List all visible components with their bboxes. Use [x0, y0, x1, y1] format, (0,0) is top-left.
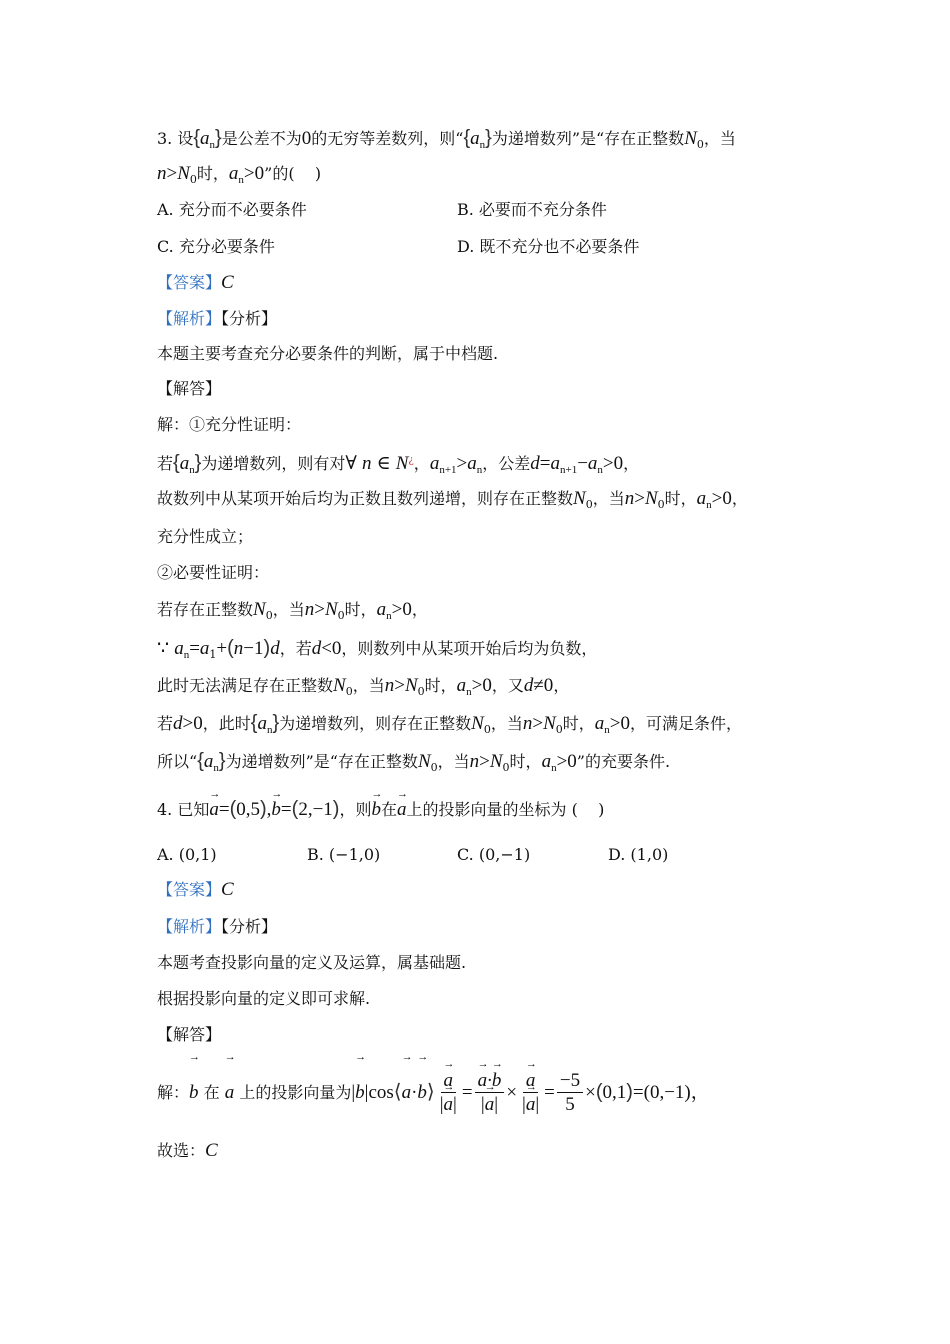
q3-solution-line-8: 此时无法满足存在正整数$N_0$，当$n>N_0$时，$a_n>0$，又d≠0，: [157, 675, 570, 698]
q3-analysis-heading: [157, 309, 277, 329]
q4-conclusion: 故选：C: [157, 1140, 218, 1161]
q4-answer: [157, 880, 234, 900]
q3-solution-heading: 【解答】: [157, 379, 222, 398]
answer-value: C: [221, 272, 234, 293]
q3-solution-line-4: 充分性成立；: [157, 527, 254, 546]
q3-solution-line-5: ②必要性证明：: [157, 563, 270, 582]
analysis-subhead: 【分析】: [221, 917, 278, 936]
fraction-unit-vector-2: → $\frac{a}{|\to a|}$: [519, 1070, 542, 1117]
analysis-tag: 【解析】: [157, 309, 222, 328]
answer-tag: 【答案】: [157, 273, 222, 292]
answer-tag: 【答案】: [157, 880, 222, 899]
q3-stem-line-1: 3. 设$\{a_n\}$是公差不为0的无穷等差数列，则“$\{a_n\}$为递增数列”是“存在正整数$N_0$，当: [157, 127, 736, 151]
q3-option-d: D. 既不充分也不必要条件: [457, 237, 640, 256]
fraction-value: $\frac{-5}{5}$: [557, 1070, 583, 1117]
q3-solution-line-2: 若$\{a_n\}$为递增数列，则有对∀ n ∈ N¿，$a_{n+1}>a_n$，公差$d=a_{n+1}-a_n>0$，: [157, 452, 640, 476]
q4-option-d: D. (1,0): [608, 845, 669, 864]
q4-analysis-text-2: 根据投影向量的定义即可求解.: [157, 989, 371, 1008]
q4-solution-formula: 解：→ b 在 → a 上的投影向量为|→ b|cos⟨→ a·→ b⟩ → $\frac{a}{|\to a|}$ = → $\frac{a\cdot\to b}{|\to a|}$ × → $\frac{a}{|\to a|}$ = $\frac{-5}{5}$ ×(0,1)=(0,−1)，: [157, 1062, 710, 1123]
q3-option-c: C. 充分必要条件: [157, 237, 275, 256]
q3-solution-line-3: 故数列中从某项开始后均为正数且数列递增，则存在正整数$N_0$，当$n>N_0$时，$a_n>0$，: [157, 488, 748, 511]
analysis-tag: 【解析】: [157, 917, 222, 936]
q3-solution-line-10: 所以“$\{a_n\}$为递增数列”是“存在正整数$N_0$，当$n>N_0$时，$a_n>0$”的充要条件.: [157, 750, 671, 774]
q4-option-c: C. (0,−1): [457, 845, 531, 864]
q3-solution-line-9: 若d>0，此时$\{a_n\}$为递增数列，则存在正整数$N_0$，当$n>N_0$时，$a_n>0$，可满足条件，: [157, 712, 742, 736]
q4-solution-heading: 【解答】: [157, 1025, 222, 1044]
q3-option-b: B. 必要而不充分条件: [457, 200, 607, 219]
q4-option-b: B. (−1,0): [307, 845, 381, 864]
q3-option-a: A. 充分而不必要条件: [157, 200, 307, 219]
q3-solution-line-6: 若存在正整数$N_0$，当$n>N_0$时，$a_n>0$，: [157, 599, 428, 622]
q3-stem-line-2: $n>N_0$时，$a_n>0$”的( ): [157, 163, 322, 186]
q3-solution-line-1: 解：①充分性证明：: [157, 415, 302, 434]
q4-stem: 4. 已知→ a=(0,5),→ b=(2,−1)，则→ b在→ a上的投影向量的坐标为 ( ): [157, 799, 604, 820]
q3-analysis-text: 本题主要考查充分必要条件的判断，属于中档题.: [157, 344, 499, 363]
analysis-subhead: 【分析】: [221, 309, 278, 328]
q4-option-a: A. (0,1): [157, 845, 217, 864]
fraction-unit-vector: → $\frac{a}{|\to a|}$: [437, 1070, 460, 1117]
q3-solution-line-7: ∵ $a_n=a_1+(n-1)d$，若d<0，则数列中从某项开始后均为负数，: [157, 637, 598, 661]
q4-analysis-heading: [157, 917, 277, 937]
q4-analysis-text: 本题考查投影向量的定义及运算，属基础题.: [157, 953, 467, 972]
answer-value: C: [221, 879, 234, 900]
fraction-dot-product: → $\frac{a\cdot\to b}{|\to a|}$: [475, 1070, 505, 1117]
q3-answer: [157, 273, 234, 293]
